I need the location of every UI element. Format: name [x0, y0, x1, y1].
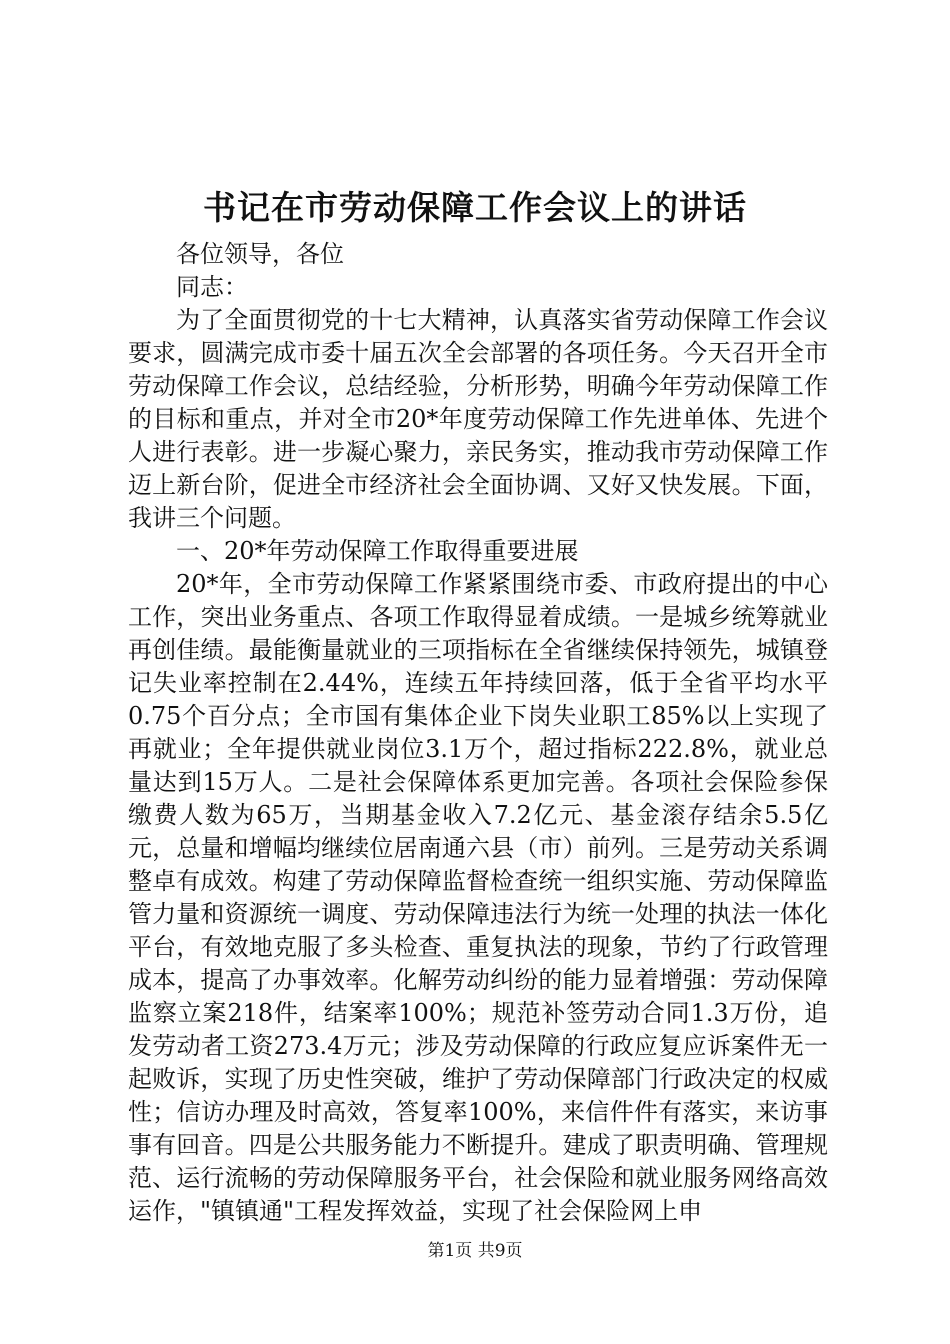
section-heading-1: 一、20*年劳动保障工作取得重要进展	[176, 537, 579, 565]
paragraph-intro: 为了全面贯彻党的十七大精神，认真落实省劳动保障工作会议要求，圆满完成市委十届五次全会部署的各项任务。今天召开全市劳动保障工作会议，总结经验，分析形势，明确今年劳动保障工作的目标和重点，并对全市20*年度劳动保障工作先进单体、先进个人进行表彰。进一步凝心聚力，亲民务实，推动我市劳动保障工作迈上新台阶，促进全市经济社会全面协调、又好又快发展。下面，我讲三个问题。	[128, 306, 828, 532]
page-footer: 第1页 共9页	[427, 1241, 523, 1261]
document-title: 书记在市劳动保障工作会议上的讲话	[203, 188, 747, 227]
paragraph-progress: 20*年，全市劳动保障工作紧紧围绕市委、市政府提出的中心工作，突出业务重点、各项工作取得显着成绩。一是城乡统筹就业再创佳绩。最能衡量就业的三项指标在全省继续保持领先，城镇登记失业率控制在2.44%，连续五年持续回落，低于全省平均水平0.75个百分点；全市国有集体企业下岗失业职工85%以上实现了再就业；全年提供就业岗位3.1万个，超过指标222.8%，就业总量达到15万人。二是社会保障体系更加完善。各项社会保险参保缴费人数为65万，当期基金收入7.2亿元、基金滚存结余5.5亿元，总量和增幅均继续位居南通六县（市）前列。三是劳动关系调整卓有成效。构建了劳动保障监督检查统一组织实施、劳动保障监管力量和资源统一调度、劳动保障违法行为统一处理的执法一体化平台，有效地克服了多头检查、重复执法的现象，节约了行政管理成本，提高了办事效率。化解劳动纠纷的能力显着增强：劳动保障监察立案218件，结案率100%；规范补签劳动合同1.3万份，追发劳动者工资273.4万元；涉及劳动保障的行政应复应诉案件无一起败诉，实现了历史性突破，维护了劳动保障部门行政决定的权威性；信访办理及时高效，答复率100%，来信件件有落实，来访事事有回音。四是公共服务能力不断提升。建成了职责明确、管理规范、运行流畅的劳动保障服务平台，社会保险和就业服务网络高效运作，"镇镇通"工程发挥效益，实现了社会保险网上申	[128, 570, 828, 1225]
salutation-line-1: 各位领导，各位	[176, 240, 344, 268]
salutation-line-2: 同志：	[176, 273, 248, 301]
document-body	[128, 238, 828, 1228]
